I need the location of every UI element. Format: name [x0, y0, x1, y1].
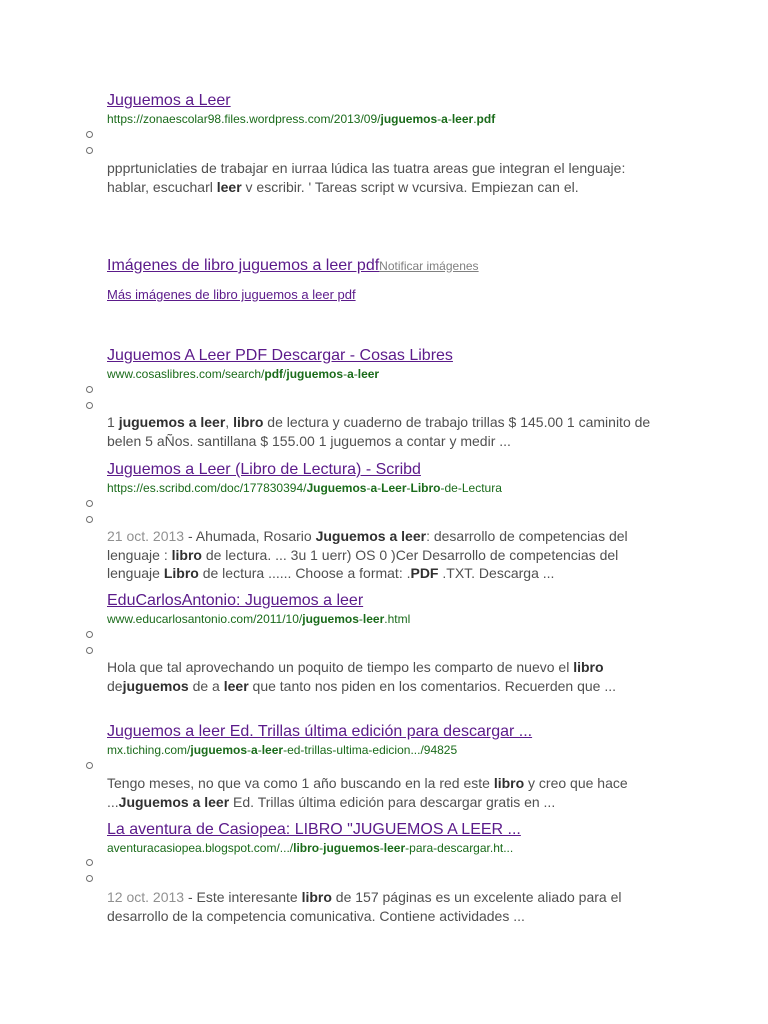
highlight-term: a — [347, 367, 354, 381]
highlight-term: libro — [171, 546, 202, 563]
text-run: Tengo meses, no que va como 1 año buscando en la red este — [107, 775, 494, 791]
bullet-icon — [86, 647, 93, 654]
report-images-link[interactable]: Notificar imágenes — [379, 259, 479, 273]
bullet-icon — [86, 386, 93, 393]
result-title-link[interactable]: Juguemos A Leer PDF Descargar - Cosas Libres — [107, 347, 453, 364]
bullet-icon — [86, 147, 93, 154]
text-run: - — [343, 367, 348, 381]
highlight-term: Libro — [410, 481, 441, 495]
text-run: .html — [384, 612, 411, 626]
result-snippet — [107, 774, 667, 811]
result-url — [107, 743, 457, 757]
highlight-term: Juguemos a leer — [315, 528, 427, 544]
result-url — [107, 481, 502, 495]
result-title-link[interactable]: Juguemos a leer Ed. Trillas última edición para descargar ... — [107, 723, 533, 740]
text-run: - — [377, 481, 382, 495]
text-run: de — [107, 677, 123, 694]
result-title-link[interactable]: La aventura de Casiopea: LIBRO "JUGUEMOS A LEER ... — [107, 821, 521, 838]
highlight-term: leer — [383, 841, 406, 855]
text-run: ppprtuniclaties de trabajar en iurraa lúdica las tuatra areas gue integran el lenguaje: hablar, escucharl — [107, 160, 626, 195]
text-run: Ed. Trillas última edición para descargar gratis en ... — [229, 793, 556, 810]
text-run: - — [257, 743, 262, 757]
result-snippet — [107, 658, 667, 695]
text-run: - — [447, 112, 452, 126]
highlight-term: leer — [223, 677, 249, 694]
bullet-icon — [86, 402, 93, 409]
text-run: - — [437, 112, 442, 126]
result-title-link[interactable]: Juguemos a Leer (Libro de Lectura) - Scribd — [107, 461, 421, 478]
result-url — [107, 841, 513, 855]
images-title-text: Imágenes de libro juguemos a leer pdf — [107, 257, 380, 274]
highlight-term: PDF — [410, 565, 439, 581]
text-run: Hola que tal aprovechando un poquito de tiempo les comparto de nuevo el — [107, 659, 574, 675]
result-url — [107, 367, 379, 381]
result-snippet — [107, 159, 667, 196]
highlight-term: juguemos — [286, 367, 344, 381]
text-run: -de-Lectura — [440, 481, 502, 495]
text-run: - Ahumada, Rosario — [184, 528, 316, 544]
text-run: - — [319, 841, 324, 855]
text-run: www.cosaslibres.com/search/ — [107, 367, 265, 381]
highlight-term: libro — [301, 889, 332, 905]
text-run: - — [406, 481, 411, 495]
result-title-link[interactable]: Juguemos a Leer — [107, 92, 231, 109]
text-run: : desarrollo de competencias del lenguaje : — [107, 528, 628, 563]
bullet-icon — [86, 631, 93, 638]
text-run: de lectura y cuaderno de trabajo trillas $ 145.00 1 caminito de belen 5 aÑos. santillana $ 155.00 1 juguemos a contar y medir ... — [107, 414, 651, 449]
bullet-icon — [86, 859, 93, 866]
text-run: www.educarlosantonio.com/2011/10/ — [107, 612, 303, 626]
result-url — [107, 612, 410, 626]
text-run: aventuracasiopea.blogspot.com/.../ — [107, 841, 294, 855]
text-run: - — [353, 367, 358, 381]
highlight-term: juguemos — [302, 612, 359, 626]
highlight-term: juguemos — [190, 743, 248, 757]
bullet-icon — [86, 516, 93, 523]
text-run: -ed-trillas-ultima-edicion.../94825 — [283, 743, 458, 757]
result-snippet-text — [107, 889, 621, 924]
highlight-term: a — [251, 743, 258, 757]
text-run: y creo que hace ... — [107, 775, 628, 810]
result-snippet — [107, 413, 667, 450]
text-run: de 157 páginas es un excelente aliado para el desarrollo de la competencia comunicativa. Contiene actividades ... — [107, 889, 622, 924]
bullet-icon — [86, 762, 93, 769]
result-snippet — [107, 527, 667, 583]
more-images-link[interactable]: Más imágenes de libro juguemos a leer pdf — [107, 287, 356, 302]
result-snippet-text — [107, 528, 628, 581]
text-run: . — [473, 112, 477, 126]
text-run: https://zonaescolar98.files.wordpress.com/2013/09/ — [107, 112, 381, 126]
result-date: 12 oct. 2013 — [107, 889, 185, 905]
text-run: - — [366, 481, 371, 495]
highlight-term: a — [441, 112, 448, 126]
text-run: mx.tiching.com/ — [107, 743, 191, 757]
bullet-icon — [86, 875, 93, 882]
text-run: de a — [188, 677, 224, 694]
highlight-term: libro — [493, 775, 525, 791]
result-title-link[interactable]: EduCarlosAntonio: Juguemos a leer — [107, 592, 364, 609]
highlight-term: pdf — [476, 112, 496, 126]
highlight-term: Juguemos a leer — [118, 793, 230, 810]
result-date: 21 oct. 2013 — [107, 528, 185, 544]
text-run: https://es.scribd.com/doc/177830394/ — [107, 481, 307, 495]
highlight-term: juguemos — [380, 112, 438, 126]
images-title-link[interactable] — [107, 257, 479, 275]
highlight-term: libro — [573, 659, 604, 675]
text-run: - — [379, 841, 384, 855]
highlight-term: leer — [216, 178, 242, 195]
highlight-term: juguemos — [122, 677, 189, 694]
highlight-term: libro — [293, 841, 320, 855]
highlight-term: Libro — [163, 565, 199, 581]
highlight-term: leer — [357, 367, 380, 381]
bullet-icon — [86, 131, 93, 138]
highlight-term: pdf — [264, 367, 284, 381]
highlight-term: libro — [233, 414, 264, 430]
text-run: .TXT. Descarga ... — [438, 565, 555, 581]
text-run: - — [358, 612, 363, 626]
text-run: que tanto nos piden en los comentarios. Recuerden que ... — [248, 677, 617, 694]
highlight-term: leer — [451, 112, 474, 126]
text-run: - Este interesante — [184, 889, 302, 905]
highlight-term: juguemos a leer — [118, 414, 226, 430]
text-run: , — [225, 414, 234, 430]
text-run: v escribir. ' Tareas script w vcursiva. Empiezan can el. — [241, 178, 579, 195]
bullet-icon — [86, 500, 93, 507]
result-url — [107, 112, 495, 126]
text-run: / — [283, 367, 287, 381]
highlight-term: juguemos — [323, 841, 380, 855]
highlight-term: leer — [362, 612, 385, 626]
text-run: 1 — [107, 414, 119, 430]
text-run: de lectura ...... Choose a format: . — [198, 565, 411, 581]
highlight-term: leer — [261, 743, 284, 757]
text-run: - — [247, 743, 252, 757]
result-snippet — [107, 888, 667, 925]
highlight-term: a — [370, 481, 378, 495]
highlight-term: Leer — [381, 481, 407, 495]
highlight-term: Juguemos — [306, 481, 367, 495]
text-run: -para-descargar.ht... — [405, 841, 514, 855]
text-run: de lectura. ... 3u 1 uerr) OS 0 )Cer Desarrollo de competencias del lenguaje — [107, 546, 619, 581]
